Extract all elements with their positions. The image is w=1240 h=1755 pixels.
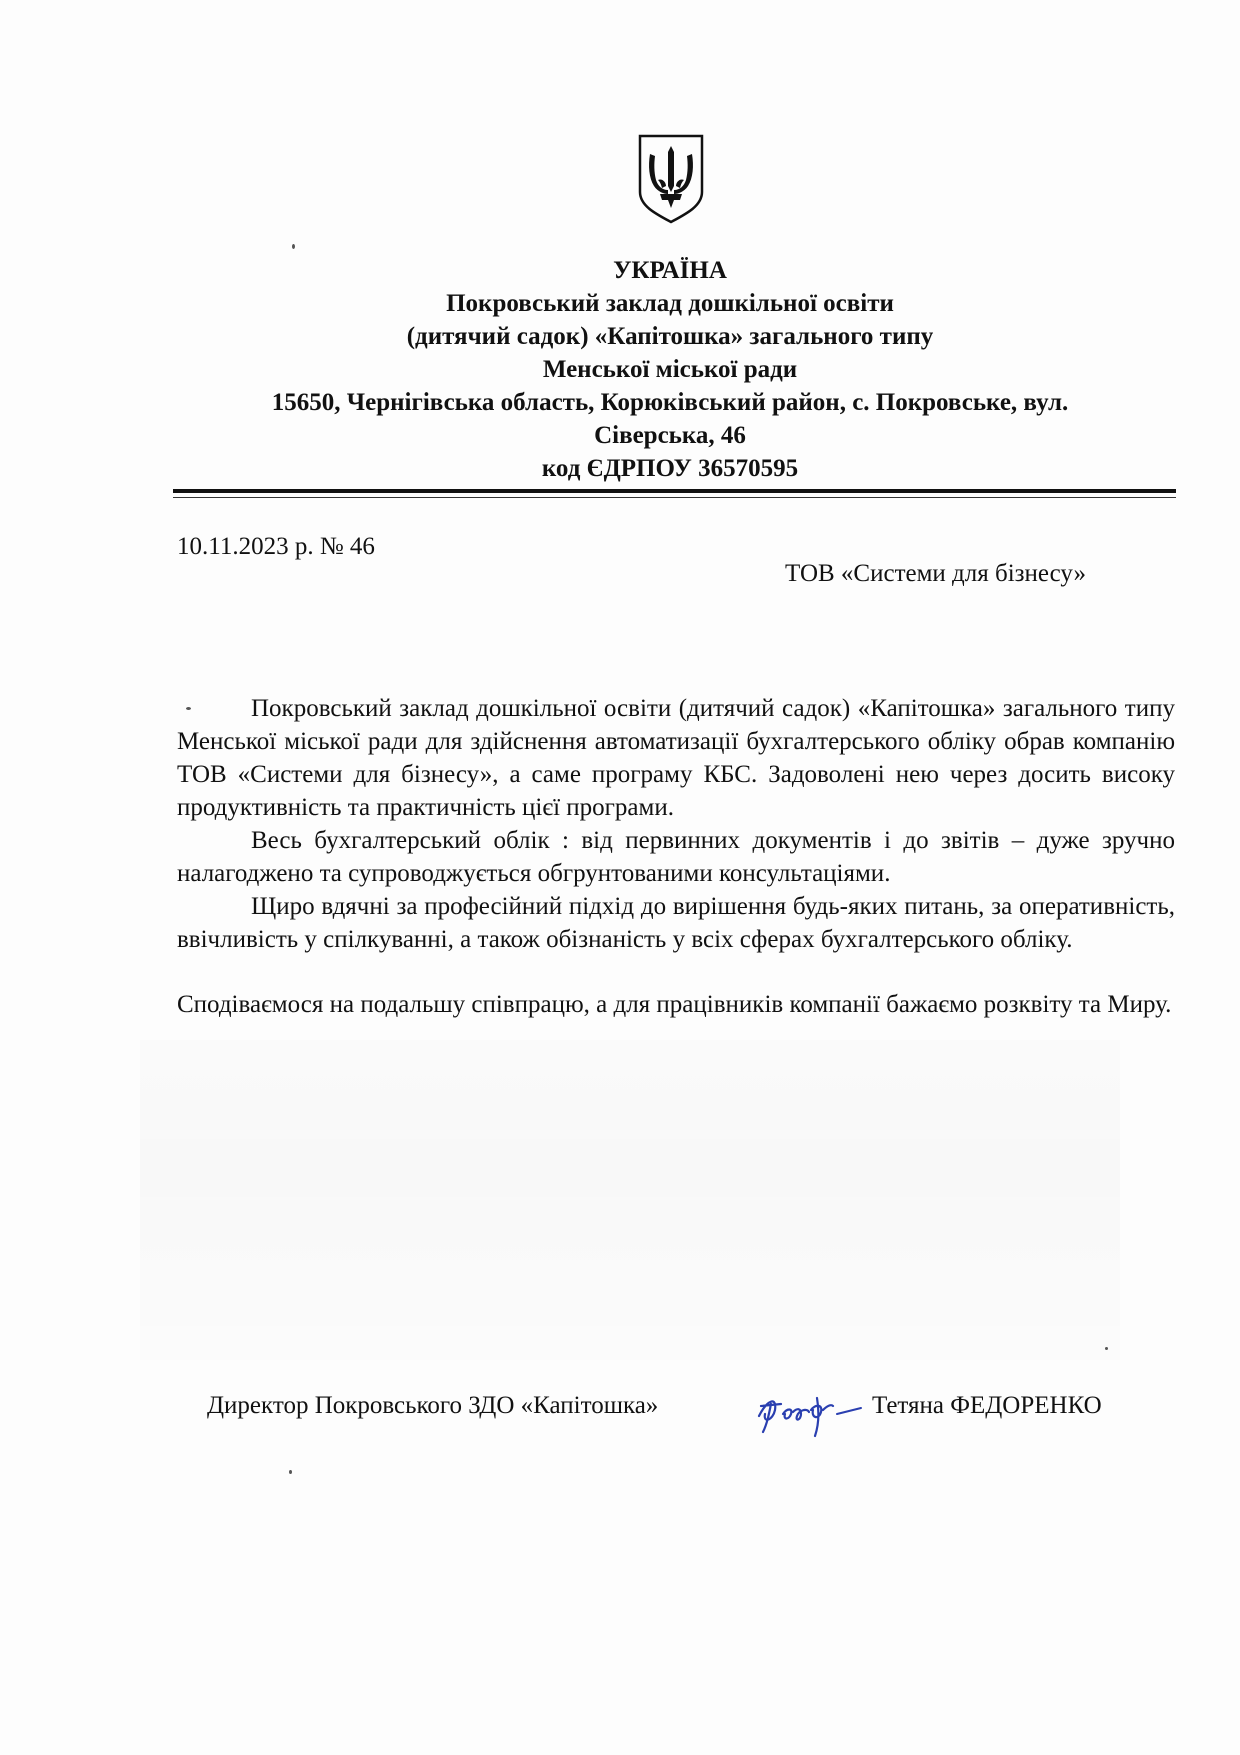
signer-name: Тетяна ФЕДОРЕНКО [872, 1392, 1102, 1419]
letterhead [160, 254, 1180, 485]
recipient: ТОВ «Системи для бізнесу» [785, 560, 1087, 587]
ukraine-trident-icon [636, 132, 706, 224]
body-paragraph: Весь бухгалтерський облік : від первинних документів і до звітів – дуже зручно налагоджено та супроводжується обгрунтованими консультаціями. [177, 827, 1175, 887]
address-line-2: Сіверська, 46 [594, 422, 746, 449]
org-name-line-2: (дитячий садок) «Капітошка» загального типу [406, 323, 934, 350]
closing-paragraph: Сподіваємося на подальшу співпрацю, а для працівників компанії бажаємо розквіту та Миру. [177, 991, 1172, 1018]
body-paragraph: Покровський заклад дошкільної освіти (дитячий садок) «Капітошка» загального типу Менської міської ради для здійснення автоматизації бухгалтерського обліку обрав компанію ТОВ «Системи для бізнесу», а саме програму КБС. Задоволені нею через досить високу продуктивність та практичність цієї програми. [177, 695, 1175, 821]
scan-speck [186, 707, 191, 710]
edrpou-code: код ЄДРПОУ 36570595 [541, 455, 799, 482]
body-paragraph: Щиро вдячні за професійний підхід до вирішення будь-яких питань, за оперативність, ввічливість у спілкуванні, а також обізнаність у всіх сферах бухгалтерського обліку. [177, 893, 1175, 953]
scan-speck [292, 244, 295, 249]
address-line-1: 15650, Чернігівська область, Корюківський район, с. Покровське, вул. [271, 389, 1069, 416]
signature-block [207, 1392, 1147, 1452]
scan-speck [1105, 1347, 1108, 1350]
org-name-line-3: Менської міської ради [542, 356, 798, 383]
country-title: УКРАЇНА [613, 257, 727, 284]
org-name-line-1: Покровський заклад дошкільної освіти [446, 290, 894, 317]
scan-speck [289, 1470, 292, 1474]
header-divider-thin [173, 497, 1176, 498]
letter-body [177, 692, 1175, 1021]
letter-date-number: 10.11.2023 р. № 46 [177, 533, 375, 560]
handwritten-signature [753, 1380, 863, 1438]
signer-position: Директор Покровського ЗДО «Капітошка» [207, 1392, 659, 1419]
scan-shadow [140, 1040, 1120, 1360]
header-divider-thick [173, 489, 1176, 493]
